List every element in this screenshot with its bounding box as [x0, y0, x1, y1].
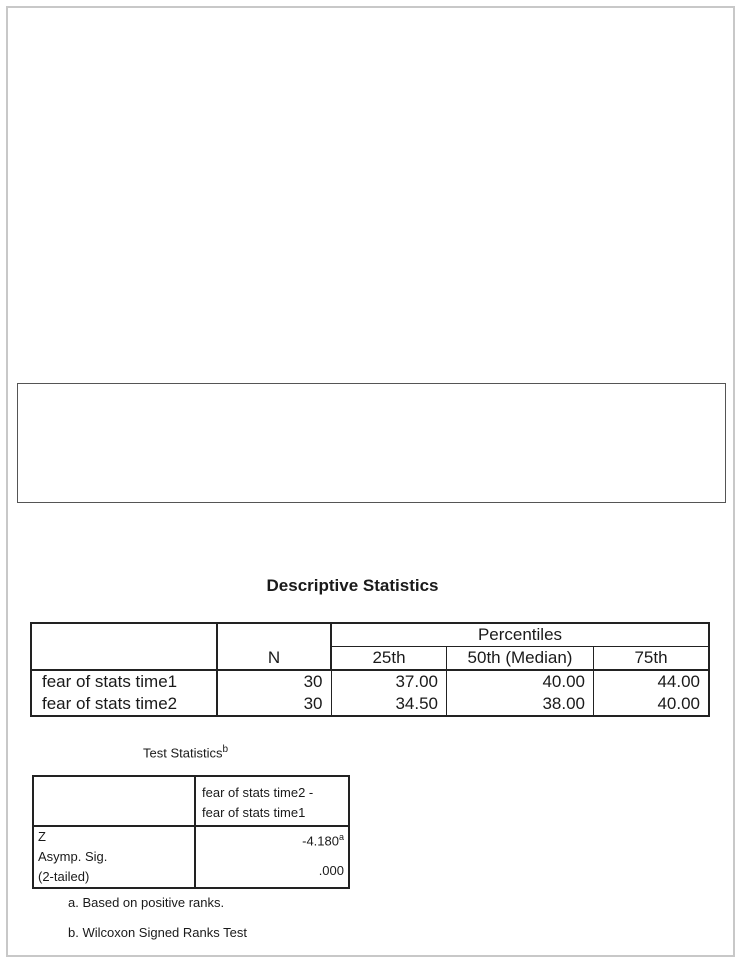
- row-label: fear of stats time1: [31, 670, 217, 693]
- test-statistics-table: [32, 775, 350, 889]
- header-n: N: [217, 623, 331, 670]
- footnote-b: b. Wilcoxon Signed Ranks Test: [68, 925, 247, 940]
- table-row: [31, 693, 709, 716]
- header-25th: 25th: [331, 647, 447, 671]
- row-values: [195, 826, 349, 888]
- sig-label-line1: Asymp. Sig.: [38, 849, 108, 864]
- test-statistics-title-text: Test Statistics: [143, 745, 223, 761]
- z-value-text: -4.180: [302, 833, 339, 849]
- row-label: fear of stats time2: [31, 693, 217, 716]
- cell-25th: 37.00: [331, 670, 447, 693]
- cell-median: 38.00: [447, 693, 594, 716]
- column-header: [195, 776, 349, 826]
- column-header-line1: fear of stats time2 -: [202, 785, 314, 800]
- cell-n: 30: [217, 693, 331, 716]
- test-statistics-title: [143, 744, 228, 760]
- table-corner: [33, 776, 195, 826]
- z-value: [200, 827, 344, 851]
- cell-25th: 34.50: [331, 693, 447, 716]
- descriptive-statistics-table: [30, 622, 710, 717]
- sig-value: .000: [318, 863, 344, 879]
- table-corner: [31, 623, 217, 670]
- z-footnote-mark: a: [338, 832, 344, 842]
- footnote-a: a. Based on positive ranks.: [68, 895, 225, 910]
- cell-75th: 40.00: [594, 693, 710, 716]
- header-75th: 75th: [594, 647, 710, 671]
- cell-75th: 44.00: [594, 670, 710, 693]
- header-percentiles: Percentiles: [331, 623, 709, 647]
- test-statistics-footnote-mark: b: [222, 744, 229, 755]
- table-row: [31, 670, 709, 693]
- sig-label-line2: (2-tailed): [38, 869, 90, 884]
- cell-median: 40.00: [447, 670, 594, 693]
- empty-output-box: [17, 383, 726, 503]
- cell-n: 30: [217, 670, 331, 693]
- descriptive-statistics-title: Descriptive Statistics: [266, 576, 439, 595]
- z-label: Z: [38, 829, 46, 844]
- header-median: 50th (Median): [447, 647, 594, 671]
- row-labels: [33, 826, 195, 888]
- column-header-line2: fear of stats time1: [202, 805, 306, 820]
